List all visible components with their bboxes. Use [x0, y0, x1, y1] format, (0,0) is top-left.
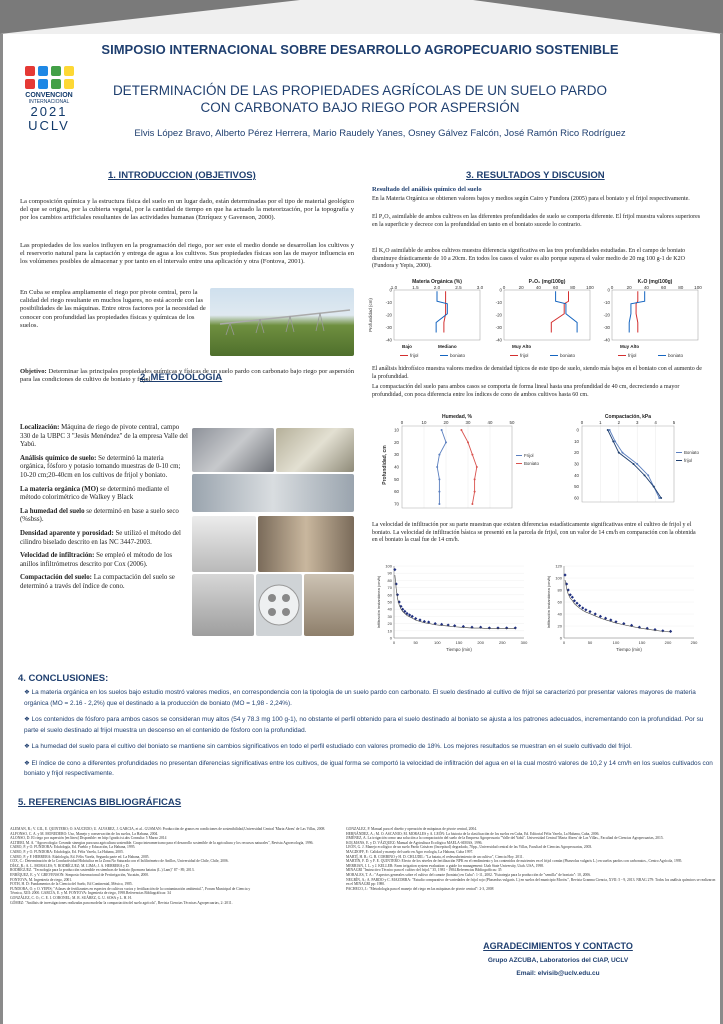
conclusion-text: La humedad del suelo para el cultivo del boniato se mantiene sin cambios significativos en todo el perfil estudiado con valores promedio de 18%. Los mejores resultados se muestran en el suelo cultivado del frijol. [31, 743, 632, 750]
y-tick-label: -10 [385, 300, 392, 305]
pivot-machine-drawing [210, 288, 354, 356]
method-item [20, 574, 188, 591]
data-point [581, 606, 584, 609]
ack-email: Email: elvisib@uclv.edu.cu [516, 970, 600, 977]
y-axis-label: Profundidad, cm [382, 445, 388, 485]
result-p2o5: El P₂O₅ asimilable de ambos cultivos en las diferentes profundidades de suelo se comporta diferente. El frijol muestra valores superiores en la superficie y decrece con la profundidad en tanto en el boniato sucede lo contrario. [372, 214, 701, 228]
chart-annotation: Mediano [438, 344, 457, 349]
logo-cell [64, 79, 74, 89]
y-tick-label: 90 [387, 570, 392, 576]
y-tick-label: 0 [389, 287, 392, 293]
method-item [20, 455, 188, 481]
y-tick-label: 40 [574, 472, 579, 478]
chart-title: Humedad, % [441, 414, 473, 420]
x-tick-label: 0 [400, 420, 404, 425]
method-item-text: Se empleó el método de los anillos infiltrómetros descrito por Cox (2006). [20, 552, 173, 568]
y-tick-label: 0 [559, 635, 562, 641]
data-point [669, 630, 672, 633]
data-point [588, 610, 591, 613]
x-tick-label: 0 [392, 640, 396, 645]
y-tick-label: -20 [495, 312, 502, 318]
references-left: ALEMAN, R.; V. GIL, E. QUINTERO; O. SAUCEDO; U. ÁLVAREZ, J. GARCÍA, et al.. GUSMÁN: Producción de granos en condiciones de sostenibilidad,Universidad Central 'Marta Abreu' de Las Villas, 2008. ALFONSO, C. A. y M. MONEDERO: Uso, Manejo y conservación de los suelos, La Habana, 2004. ALONSO, D. El riego por aspersión [en línea] Disponible: en http://grado.ist.ubs Consulta: 5 Marzo 2014 ALTIERI, M. A. "Agroecología: Creando sinergias para una agricultura sostenible. Grupo interamericano para el desarrollo sostenible de la agricultura y los recursos naturales", Revista Agroecología, 1996. CAIRO, P. y O. FUNDORA: Edafología, Ed. Pueblo y Educación, La Habana, 1995. CAIRO, P. y O. FUNDORA: Edafología, Ed. Félix Varela, La Habana, 2005. CAIRO, P. y F. HERRERA: Edafología, Ed. Félix Varela, Segunda parte ed. La Habana, 2005. COX, C.: Determinación de la Conductividad Hidráulica en la Zona No Saturada con el Infiltrómetro de Anillos, Universidad de Chile, Chile, 2006. DÍAZ, R.; A. L. MORALES; Y. RODRÍGUEZ; M. LIMA; J. A. HERRERA y D. RODRÍGUEZ. "Tecnología para la producción sostenible en siembras de boniato (Ipomoea batatas (L.) Lam)" 87 - 89, 2013. ENRÍQUEZ, E. y V. GREVENSON: Simposio Internacional de Fertirrigación, Yucatán, 2000. FONTOVA, M. Ingeniería de riego, 2001. FOTH, H. D: Fundamentos de la Ciencia del Suelo, Ed Continental, México, 1985. FUNDORA, O. y O. YEPIS: "Atlases de fertilizantes en especies de cultivos varios y fertilización de la contaminación ambiental.", Forum Municipal de Ciencia y Técnica, XIII: 2000. GARCÍA, E. y M. FONTOVA: Ingeniería de riego, 1998.Referencias Bibliográficas: 34 GONZÁLEZ, C. O.; C. E. I. CORONEL; M. R. SUÁREZ, G. U. SOSA y L. H. H. GÓMEZ: "Análisis de investigaciones realizadas para modelar la compactación del suelo agrícola", Revista Ciencias Técnicas Agropecuarias, 2: 2011. [10, 827, 326, 905]
legend-label: frijol [410, 353, 419, 358]
y-tick-label: 0 [499, 287, 502, 293]
event-title: SIMPOSIO INTERNACIONAL SOBRE DESARROLLO AGROPECUARIO SOSTENIBLE [101, 42, 619, 57]
legend-label: frijol [628, 353, 637, 358]
y-tick-label: 30 [394, 452, 399, 458]
data-point [438, 478, 440, 480]
chart-title: Materia Orgánica (%) [412, 279, 462, 285]
x-tick-label: 80 [570, 285, 576, 290]
legend-label: frijol [520, 353, 529, 358]
method-item [20, 552, 188, 569]
sieve-photo [256, 574, 302, 636]
references-heading: 5. REFERENCIAS BIBLIOGRÁFICAS [18, 797, 182, 808]
data-point [636, 463, 638, 465]
y-tick-label: 20 [387, 621, 392, 627]
x-tick-label: 0 [580, 420, 584, 425]
y-tick-label: 10 [574, 438, 579, 444]
y-tick-label: 60 [394, 489, 399, 495]
y-tick-label: -40 [385, 337, 392, 343]
x-tick-label: 200 [664, 640, 672, 645]
data-point [661, 629, 664, 632]
data-point [467, 441, 469, 443]
data-point [474, 491, 476, 493]
data-point [395, 582, 398, 585]
logo-line2: INTERNACIONAL [28, 99, 70, 105]
y-tick-label: 70 [394, 501, 399, 507]
method-item [20, 530, 188, 547]
data-point [438, 491, 440, 493]
data-point [488, 626, 491, 629]
y-tick-label: -30 [385, 325, 392, 330]
x-tick-label: 80 [678, 285, 684, 290]
chart-annotation: Muy Alto [620, 344, 640, 349]
x-tick-label: 20 [626, 285, 632, 290]
left-border [0, 34, 3, 1024]
y-tick-label: 30 [574, 461, 579, 467]
lab-photo-3 [192, 474, 354, 512]
sieve-drawing [256, 574, 302, 636]
method-item-text: se determinó mediante el método colorimétrico de Walkey y Black [20, 485, 170, 502]
field-photo [304, 574, 354, 636]
y-tick-label: 20 [394, 439, 399, 445]
x-axis-label: Tiempo (min) [446, 647, 472, 652]
legend-label: Boniato [684, 450, 699, 455]
y-tick-label: 60 [574, 495, 579, 501]
x-tick-label: 50 [509, 420, 515, 425]
x-axis-label: Tiempo (min) [616, 647, 642, 652]
x-tick-label: 150 [455, 640, 463, 645]
x-tick-label: 40 [643, 285, 649, 290]
result-mo: En la Materia Orgánica se obtienen valores bajos y medios según Cairo y Fundora (2005) para el boniato y el frijol respectivamente. [372, 196, 690, 202]
x-tick-label: 300 [520, 640, 528, 645]
y-tick-label: 60 [557, 599, 562, 605]
x-tick-label: 150 [638, 640, 646, 645]
data-point [471, 454, 473, 456]
y-tick-label: -30 [495, 325, 502, 330]
data-point [621, 452, 623, 454]
data-point [607, 429, 609, 431]
y-tick-label: 40 [387, 606, 392, 612]
series-line [437, 430, 446, 504]
lab-photo-4 [258, 516, 354, 572]
balance-photo [192, 516, 256, 572]
x-tick-label: 50 [413, 640, 418, 645]
diamond-bullet-icon: ❖ [24, 716, 32, 723]
chart-annotation: Muy Alto [512, 344, 532, 349]
chart-title: P₂O₅ (mg/100g) [528, 279, 566, 285]
y-tick-label: 40 [557, 611, 562, 617]
data-point [647, 474, 649, 476]
intro-p2: Las propiedades de los suelos influyen en la programación del riego, por ser este el medio donde se desarrollan los cultivos y el reservorio natural para la captación y entrega de agua a los cultivos. Sus propiedades físicas son las de mayor influencia en los volúmenes posibles de almacenar y por tanto en el intervalo entre una aplicación y otra (Fontova, 2001). [20, 242, 354, 266]
paper-title: DETERMINACIÓN DE LAS PROPIEDADES AGRÍCOLAS DE UN SUELO PARDO CON CARBONATO BAJO RIEGO POR ASPERSIÓN [112, 83, 608, 115]
logo-cell [25, 79, 35, 89]
chemical-charts [368, 278, 706, 362]
chart-title: K₂O (mg/100g) [637, 279, 673, 285]
objective-text: Determinar las principales propiedades químicas y físicas de un suelo pardo con carbonato bajo riego por aspersión para las condiciones de cultivo de boniato y frijol. [20, 368, 354, 384]
x-tick-label: 50 [587, 640, 593, 645]
legend-label: boniato [450, 353, 466, 358]
y-tick-label: 0 [389, 635, 392, 641]
x-tick-label: 3 [635, 420, 639, 425]
x-tick-label: 20 [443, 420, 449, 425]
y-tick-label: -20 [603, 312, 610, 318]
y-tick-label: 60 [387, 592, 392, 598]
conclusion-item [24, 715, 714, 736]
conclusion-text: El índice de cono a diferentes profundidades no presentan diferencias significativas entre los cultivos, de igual forma se comportó la velocidad de infiltración del agua en el la cual mostró valores de 10,2 y 14 cm/h en los suelos cultivados con boniato y frijol respectivamente. [24, 759, 713, 777]
x-tick-label: 1 [599, 420, 602, 425]
x-tick-label: 100 [612, 640, 620, 645]
results-subheading: Resultado del análisis químico del suelo [372, 186, 482, 193]
method-item-text: Máquina de riego de pivote central, campo 330 de la UBPC 3 "Jesús Menéndez" de la empresa Valle del Yabú. [20, 424, 188, 449]
logo-cell [64, 66, 74, 76]
logo-cell [38, 79, 48, 89]
x-tick-label: 100 [433, 640, 441, 645]
data-point [514, 626, 517, 629]
data-point [436, 466, 438, 468]
infiltration-charts [368, 560, 706, 660]
pivot-irrigation-photo [210, 288, 354, 356]
method-item [20, 424, 188, 450]
ack-group: Grupo AZCUBA, Laboratorios del CIAP, UCLV [487, 957, 629, 964]
logo-line1: CONVENCION [25, 92, 73, 99]
conclusions-heading: 4. CONCLUSIONES: [18, 673, 109, 684]
y-tick-label: 20 [557, 623, 562, 629]
y-tick-label: 50 [574, 484, 579, 490]
y-tick-label: 30 [387, 613, 392, 619]
authors: Elvis López Bravo, Alberto Pérez Herrera, Mario Raudely Yanes, Osney Gálvez Falcón, José Ramón Rico Rodríguez [134, 128, 626, 139]
method-item-label: Velocidad de infiltración: [20, 552, 95, 560]
x-tick-label: 1.0 [390, 285, 398, 290]
data-point [471, 503, 473, 505]
y-tick-label: 100 [385, 563, 392, 569]
x-tick-label: 60 [553, 285, 559, 290]
result-hydro: El análisis hidrofísico muestra valores medios de densidad típicos de este tipo de suelo, siendo más bajos en el boniato con el aumento de la profundidad. [372, 366, 702, 380]
data-point [614, 440, 616, 442]
lab-photo-1 [192, 428, 274, 472]
method-item-label: Densidad aparente y porosidad: [20, 529, 114, 537]
conclusion-text: Los contenidos de fósforo para ambos casos se consideran muy altos (54 y 78.3 mg 100 g-1), no obstante el perfil obtenido para el suelo destinado al boniato se ajusta a los patrones adecuados, incrementando con la profundidad. Por su parte el suelo destinado al frijol muestra un descenso en el contenido de fósforo con la profundidad. [24, 716, 704, 734]
method-item-text: Se determinó la materia orgánica, fósforo y potasio tomando muestras de 0-10 cm; 10-20 cm;20-40cm en los cultivos de frijol y boniato. [20, 454, 181, 479]
x-tick-label: 20 [518, 285, 524, 290]
method-item-label: Localización: [20, 424, 60, 431]
intro-heading: 1. INTRODUCCION (OBJETIVOS) [108, 170, 256, 181]
data-point [612, 440, 614, 442]
y-tick-label: 50 [387, 599, 392, 605]
x-tick-label: 200 [477, 640, 485, 645]
references-right: GONZÁLEZ, P. Manual para el diseño y operación de máquinas de pivote central, 2004. HERNÁNDEZ, A.; M. O. ASCANIO; M. MORALES y A. LEÓN: La historia de la clasificación de los suelos en Cuba, Ed. Editorial Félix Varela, La Habana, Cuba, 2006. JIMÉNEZ, A. La irrigación como una solución a la compactación del suelo de la Empresa Agropecuaria "Valle del Yabú". Universidad Central 'Marta Abreu' de Las Villas., Facultad de Ciencias Agropecuarias, 2015. KOLMANS, E. y D. VÁZQUEZ: Manual de Agricultura Ecológica MAELA-SIMAS, 1996. LEÓN, G. J. Manejo ecológico de un suelo Pardo Grisáceo (Inceptisol) degradado, 70pp., Universidad central de las Villas, Facultad de Ciencias Agropecuarias, 2003. MAGDOFF, F.: Calidad y manejo del suelo en Agro ecología, La Habana, Cuba 1997. MARTÍ, H. R.; G. B. CORBINO y H. D. CHLUDIL: "La batata, el redescubrimiento de un cultivo", Ciencia Hoy. 2011. MARTÍN, F. D. y F. E. QUINTERO: Efecto de los niveles de fertilización NPK en el rendimiento y los contenidos de nutrientes en el frijol común (Phaseolus vulgaris L.) en suelos pardos con carbonatos., Centro Agrícola, 1995. MERRIAN, J. L. y J. KELLER: Farm irrigation system evaluation: a guide for management: Utah State University, Utah. USA, 1998. MINAGRI "Instructivo Técnico para el cultivo del frijol." 35, 1981 - 1984.Referencias Bibliográficas: 35 MORALES, T. A.: "Aspectos generales sobre el cultivo del camote (boniato) en Cuba": 1-11, 2002. "Estrategia para la producción de "semilla" de boniato": 10, 2006. NEGRÍN, A.; A. PARDO y C. MAZORRA: "Estudio comparativo de variedades de frijol rojo (Phaseolus vulgaris. L) en suelos del municipio Morón.", Revista Granma Ciencia, XVII: 5 - 9, 2013. NRAG 279: Todos los análisis químicos se realizaron en el MINAGRI pp: 1980. PACHECO, J.: "Metodología para el manejo del riego en las máquinas de pivote central": 2-3, 2008 [346, 827, 716, 891]
y-tick-label: 100 [555, 575, 562, 581]
ack-heading: AGRADECIMIENTOS Y CONTACTO [483, 941, 633, 951]
data-point [644, 474, 646, 476]
y-tick-label: 120 [555, 563, 562, 569]
series-line [461, 430, 476, 504]
x-tick-label: 100 [694, 285, 702, 290]
convention-logo [14, 66, 84, 133]
data-point [505, 626, 508, 629]
x-tick-label: 100 [586, 285, 594, 290]
y-tick-label: -10 [495, 300, 502, 305]
intro-p3: En Cuba se emplea ampliamente el riego por pivote central, pero la calidad del riego resultante en muchos lugares, no está acorde con las posibilidades de las máquinas. Entre otros factores por la necesidad de conocer con profundidad las propiedades físicas y químicas de los suelos. [20, 289, 206, 329]
x-tick-label: 40 [535, 285, 541, 290]
logo-cell [25, 66, 35, 76]
y-tick-label: 80 [387, 577, 392, 583]
intro-p1: La composición química y la estructura física del suelo en un lugar dado, están determinadas por el tipo de material geológico del que se origina, por la cubierta vegetal, por la cantidad de tiempo en que ha actuado la meteorización, por la topografía y por los cambios artificiales resultantes de las actividades humanas (Enríquez y Gavenson, 2000). [20, 198, 354, 222]
legend-label: Frijol [524, 453, 534, 458]
legend-label: boniato [668, 353, 684, 358]
x-tick-label: 2.5 [455, 285, 462, 290]
plot-area [582, 426, 674, 502]
method-item [20, 508, 188, 525]
plot-area [402, 426, 512, 508]
x-tick-label: 60 [661, 285, 667, 290]
x-tick-label: 250 [498, 640, 506, 645]
x-tick-label: 4 [654, 420, 657, 425]
data-point [609, 429, 611, 431]
conclusion-item [24, 688, 714, 709]
top-banner [0, 0, 723, 34]
x-tick-label: 5 [672, 420, 676, 425]
data-point [474, 478, 476, 480]
y-tick-label: 40 [394, 464, 399, 470]
diamond-bullet-icon: ❖ [24, 689, 32, 696]
data-point [571, 596, 574, 599]
physical-charts [368, 412, 706, 520]
data-point [396, 593, 399, 596]
y-tick-label: -30 [603, 325, 610, 330]
data-point [438, 454, 440, 456]
chart-title: Compactación, kPa [604, 414, 652, 420]
legend-label: frijol [684, 458, 693, 463]
data-point [660, 497, 662, 499]
y-tick-label: 20 [574, 450, 579, 456]
method-heading: 2. METODOLOGIA [140, 372, 223, 383]
lab-photo-2 [276, 428, 354, 472]
x-tick-label: 2 [617, 420, 621, 425]
data-point [578, 604, 581, 607]
x-tick-label: 30 [465, 420, 471, 425]
banner-right-accent [473, 0, 723, 34]
method-item-label: Análisis químico de suelo: [20, 454, 97, 462]
data-point [438, 503, 440, 505]
logo-cell [51, 66, 61, 76]
data-point [445, 441, 447, 443]
conclusion-item [24, 742, 714, 753]
y-tick-label: 0 [576, 427, 579, 433]
y-tick-label: 70 [387, 585, 392, 591]
x-tick-label: 250 [690, 640, 698, 645]
conclusion-item [24, 759, 714, 780]
data-point [441, 429, 443, 431]
oven-photo [192, 574, 254, 636]
data-point [476, 466, 478, 468]
y-tick-label: 10 [394, 427, 399, 433]
y-axis-label: Infiltración instantánea (cm/h) [546, 575, 551, 629]
diamond-bullet-icon: ❖ [24, 759, 32, 767]
x-tick-label: 3.0 [476, 285, 484, 290]
y-tick-label: 0 [607, 287, 610, 293]
diamond-bullet-icon: ❖ [24, 743, 32, 750]
result-infiltration: La velocidad de infiltración por su parte muestran que existen diferencias estadísticamente significativas entre el cultivo de frijol y el boniato. La velocidad de infiltración básica se presentó en la parcela de frijol, con un valor de 14 cm/h en comparación con la obtenida en el boniato la cual fue de 14 cm/h. [372, 522, 696, 544]
y-tick-label: 80 [557, 587, 562, 593]
x-tick-label: 0 [502, 285, 506, 290]
conclusion-text: La materia orgánica en los suelos bajo estudio mostró valores medios, en correspondencia con la tipología de un suelo pardo con carbonato. El suelo destinado al cultivo de frijol se caracterizó por presentar valores mayores de materia orgánica (MO = 2.16 - 2,2%) que el destinado a la producción de boniato (MO = 1,98 - 2,24%). [24, 689, 696, 707]
method-item-label: La materia orgánica (MO) [20, 485, 99, 493]
data-point [618, 452, 620, 454]
method-item-text: se determinó en base a suelo seco (%sbss). [20, 507, 179, 524]
logo-org: UCLV [28, 118, 70, 133]
plot-area [612, 290, 698, 340]
logo-cell [51, 79, 61, 89]
y-tick-label: -40 [495, 337, 502, 343]
y-tick-label: 50 [394, 476, 399, 482]
method-item [20, 486, 188, 503]
method-item-text: La compactación del suelo se determinó a través del índice de cono. [20, 574, 175, 590]
x-tick-label: 0 [562, 640, 566, 645]
result-k2o: El K₂O asimilable de ambos cultivos muestra diferencia significativa en las tres profundidades estudiadas. En el campo de boniato disminuye drásticamente de 10 a 20cm. En todos los casos el valor es alto porque supera el valor medio de 20 mg 100 g-1 de K2O (Fundora y Yepis, 2000). [372, 248, 686, 270]
x-tick-label: 40 [487, 420, 493, 425]
method-item-text: Se utilizó el método del cilindro biselado descrito en las NC 3447-2003. [20, 529, 181, 546]
data-point [653, 486, 655, 488]
method-item-label: Compactación del suelo: [20, 574, 92, 582]
method-item-label: La humedad del suelo [20, 507, 85, 515]
legend-label: Boniato [524, 461, 539, 466]
legend-label: boniato [560, 353, 576, 358]
data-point [658, 497, 660, 499]
data-point [460, 429, 462, 431]
x-tick-label: 1.5 [412, 285, 419, 290]
conclusions-list [24, 688, 714, 786]
trend-line [565, 580, 671, 632]
y-axis-label: Infiltración instantánea (cm/h) [376, 575, 381, 629]
x-tick-label: 10 [421, 420, 427, 425]
data-point [584, 608, 587, 611]
banner-left-accent [0, 0, 300, 34]
results-heading: 3. RESULTADOS Y DISCUSION [466, 170, 605, 181]
x-tick-label: 2.0 [433, 285, 441, 290]
logo-year: 2021 [30, 104, 68, 119]
y-tick-label: -40 [603, 337, 610, 343]
y-tick-label: 10 [387, 628, 392, 634]
objective-label: Objetivo: [20, 368, 47, 375]
data-point [496, 626, 499, 629]
y-tick-label: -20 [385, 312, 392, 318]
y-tick-label: -10 [603, 300, 610, 305]
data-point [633, 463, 635, 465]
chart-annotation: Bajo [402, 344, 412, 349]
x-tick-label: 0 [610, 285, 614, 290]
result-compaction: La compactación del suelo para ambos casos se comporta de forma lineal hasta una profundidad de 40 cm, decreciendo a mayor profundidad, con poca diferencia entre los índices de cono de ambos cultivos hasta 60 cm. [372, 384, 680, 398]
method-list [20, 424, 188, 597]
logo-cell [38, 66, 48, 76]
y-axis-label: Profundidad (cm) [368, 298, 373, 332]
